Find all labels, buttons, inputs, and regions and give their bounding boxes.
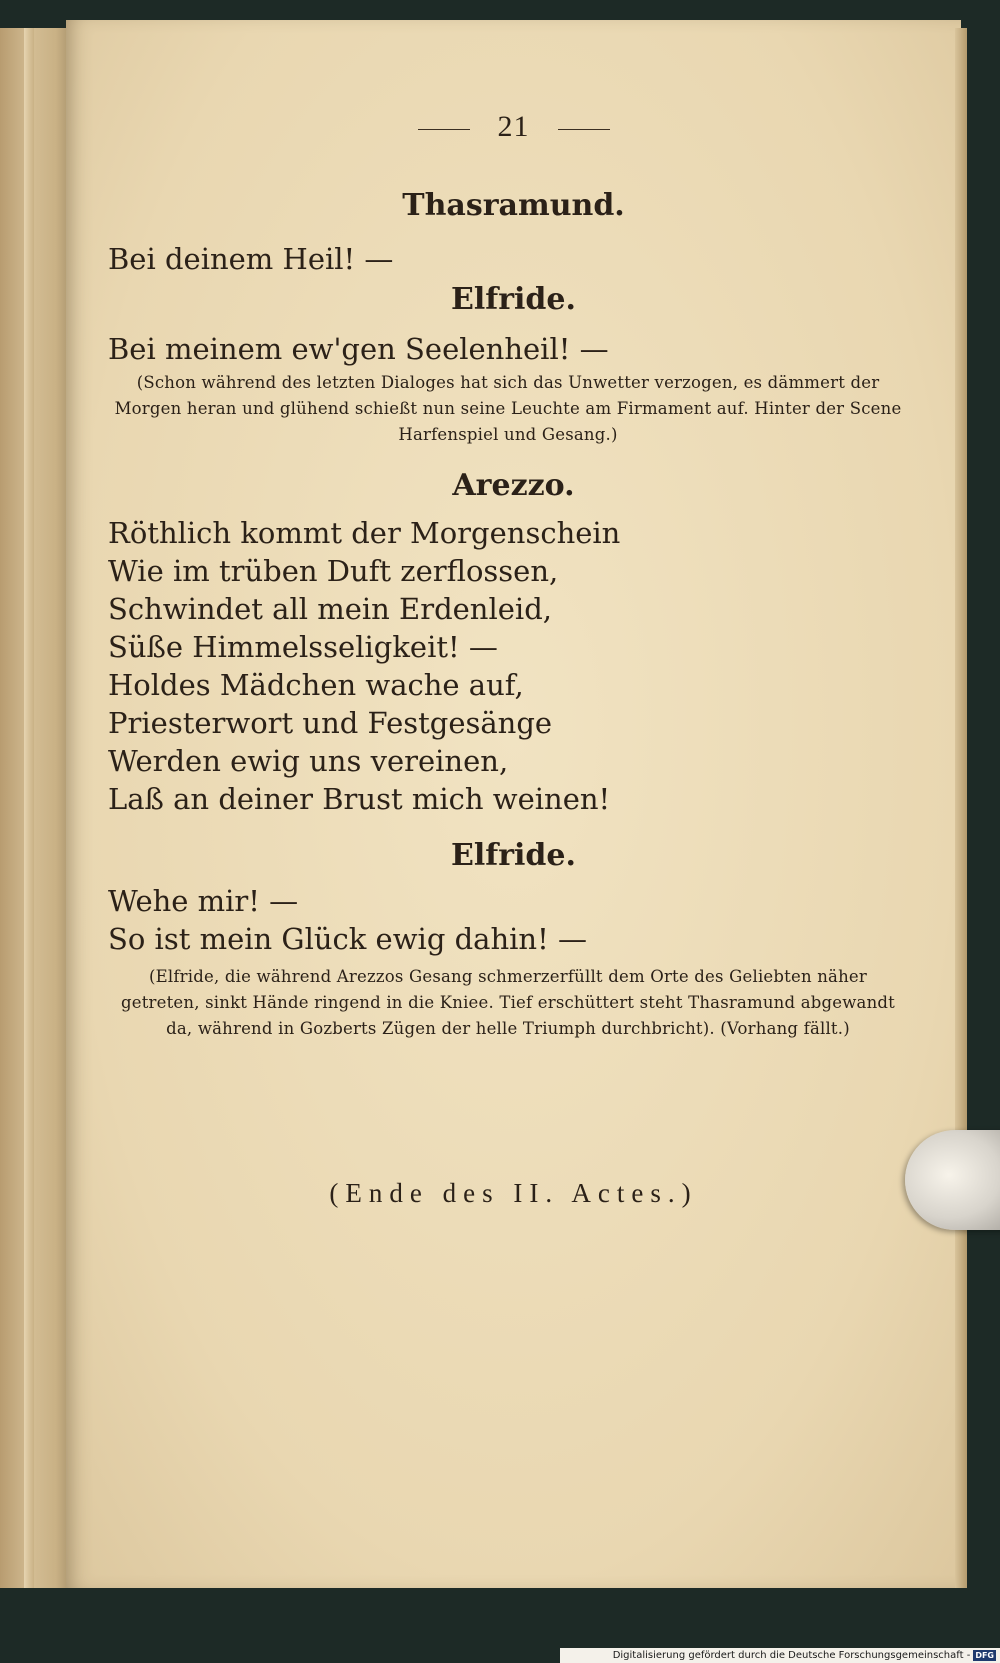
verse-line: Schwindet all mein Erdenleid, <box>108 592 552 626</box>
page-number-text: 21 <box>497 110 530 143</box>
verse-line: Laß an deiner Brust mich weinen! <box>108 782 611 816</box>
verse-line: Werden ewig uns vereinen, <box>108 744 509 778</box>
speaker-heading: Arezzo. <box>452 468 575 503</box>
page-number <box>66 110 961 144</box>
verse-line: Wie im trüben Duft zerflossen, <box>108 554 559 588</box>
verse-line: Wehe mir! — <box>108 884 299 918</box>
page-content <box>66 20 961 1588</box>
end-of-act-note: (Ende des II. Actes.) <box>329 1178 698 1208</box>
left-page-edge <box>24 28 34 1588</box>
footer-text: Digitalisierung gefördert durch die Deutsche Forschungsgemeinschaft - <box>612 1650 971 1661</box>
verse-line: Röthlich kommt der Morgenschein <box>108 516 621 550</box>
digitization-footer <box>560 1648 1000 1663</box>
speaker-heading: Elfride. <box>451 282 576 317</box>
speaker-heading: Elfride. <box>451 838 576 873</box>
verse-line: Holdes Mädchen wache auf, <box>108 668 524 702</box>
verse-line: So ist mein Glück ewig dahin! — <box>108 922 587 956</box>
thumb-holder <box>905 1130 1000 1230</box>
verse-line: Süße Himmelsseligkeit! — <box>108 630 498 664</box>
verse-line: Bei meinem ew'gen Seelenheil! — <box>108 332 609 366</box>
speaker-heading: Thasramund. <box>402 188 625 223</box>
stage-direction: (Elfride, die während Arezzos Gesang schmerzerfüllt dem Orte des Geliebten näher getreten, sinkt Hände ringend in die Kniee. Tief erschüttert steht Thasramund abgewandt da, während in Gozberts Zügen der helle Triumph durchbricht). (Vorhang fällt.) <box>120 967 896 1038</box>
dfg-logo: DFG <box>975 1650 994 1660</box>
verse-line: Bei deinem Heil! — <box>108 242 394 276</box>
page-number-rule-right <box>558 129 610 130</box>
verse-line: Priesterwort und Festgesänge <box>108 706 553 740</box>
page-number-rule-left <box>418 129 470 130</box>
stage-direction: (Schon während des letzten Dialoges hat sich das Unwetter verzogen, es dämmert der Morgen heran und glühend schießt nun seine Leuchte am Firmament auf. Hinter der Scene Harfenspiel und Gesang.) <box>114 373 902 444</box>
